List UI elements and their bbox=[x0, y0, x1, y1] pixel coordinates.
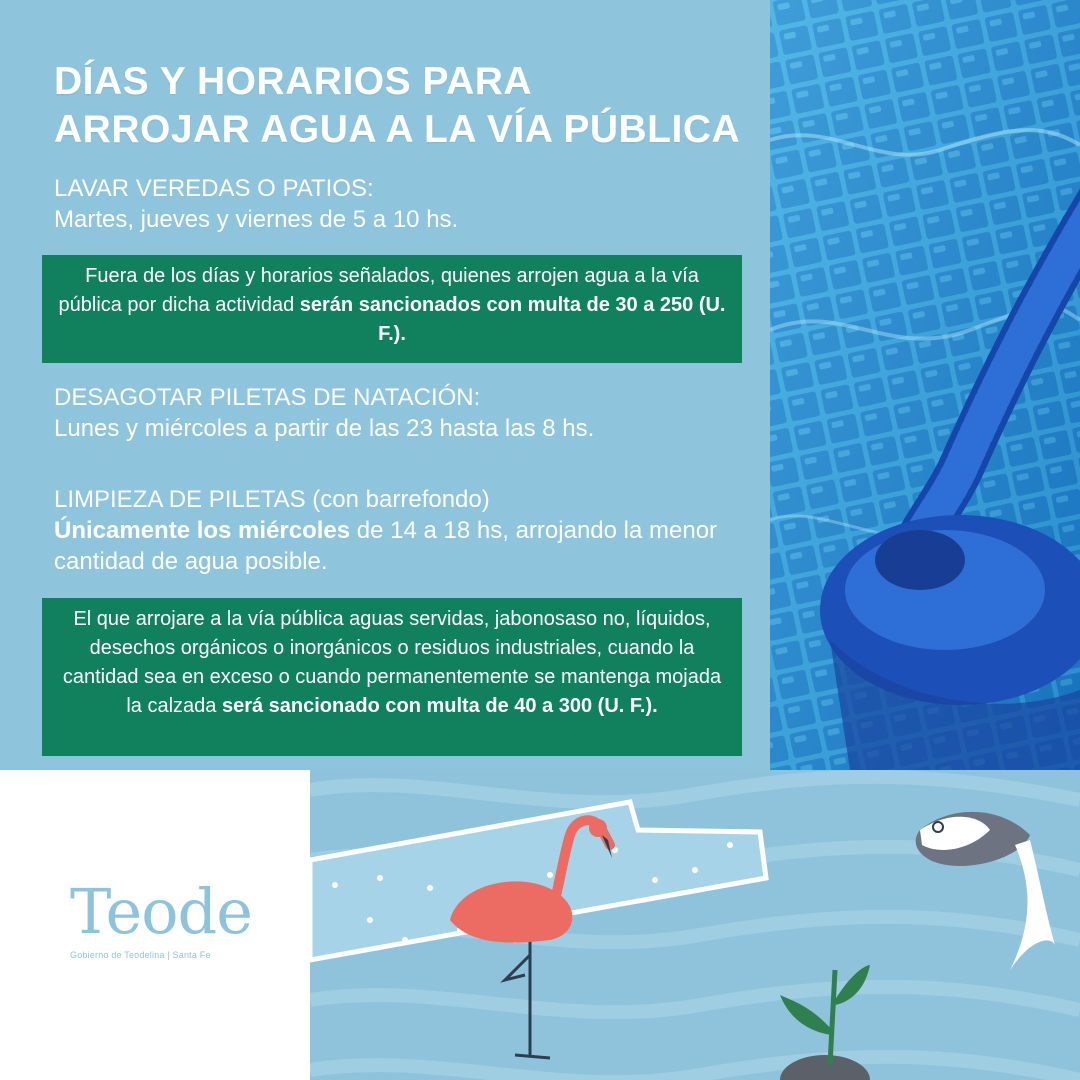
fine-notice-1-bold: serán sancionados con multa de 30 a 250 (U. F.). bbox=[299, 294, 726, 345]
fine-notice-1-text: Fuera de los días y horarios señalados, quienes arrojen agua a la vía pública por dicha actividad bbox=[58, 265, 699, 316]
section-veredas bbox=[54, 173, 458, 235]
section-limpieza-heading: LIMPIEZA DE PILETAS (con barrefondo) bbox=[54, 486, 490, 513]
fine-notice-1 bbox=[42, 255, 742, 363]
section-limpieza bbox=[54, 484, 734, 577]
fine-notice-2-text: El que arrojare a la vía pública aguas servidas, jabonosaso no, líquidos, desechos orgánicos o inorgánicos o residuos industriales, cuando la cantidad sea en exceso o cuando permanentemente se mantenga mojada la calzada bbox=[62, 608, 722, 717]
page-title bbox=[54, 58, 740, 154]
logo-panel bbox=[0, 770, 310, 1080]
section-piletas-heading: DESAGOTAR PILETAS DE NATACIÓN: bbox=[54, 384, 481, 411]
pool-photo bbox=[770, 0, 1080, 770]
section-piletas bbox=[54, 382, 594, 444]
logo-subtitle: Gobierno de Teodelina | Santa Fe bbox=[70, 950, 211, 960]
section-veredas-heading: LAVAR VEREDAS O PATIOS: bbox=[54, 175, 374, 202]
illustration bbox=[310, 770, 1080, 1080]
title-line-2: ARROJAR AGUA A LA VÍA PÚBLICA bbox=[54, 108, 741, 151]
logo bbox=[70, 875, 252, 960]
fine-notice-2-bold: será sancionado con multa de 40 a 300 (U. F.). bbox=[221, 695, 658, 717]
fine-notice-2 bbox=[42, 598, 742, 756]
illustration-panel bbox=[310, 770, 1080, 1080]
logo-wordmark: Teode bbox=[70, 875, 252, 948]
fish bbox=[916, 812, 1055, 970]
section-piletas-detail: Lunes y miércoles a partir de las 23 hasta las 8 hs. bbox=[54, 415, 595, 442]
section-limpieza-detail: de 14 a 18 hs, arrojando la menor cantidad de agua posible. bbox=[54, 517, 718, 575]
section-veredas-detail: Martes, jueves y viernes de 5 a 10 hs. bbox=[54, 206, 459, 233]
title-line-1: DÍAS Y HORARIOS PARA bbox=[54, 60, 533, 103]
section-limpieza-bold: Únicamente los miércoles bbox=[54, 517, 351, 544]
pool-tile-photo bbox=[770, 0, 1080, 770]
